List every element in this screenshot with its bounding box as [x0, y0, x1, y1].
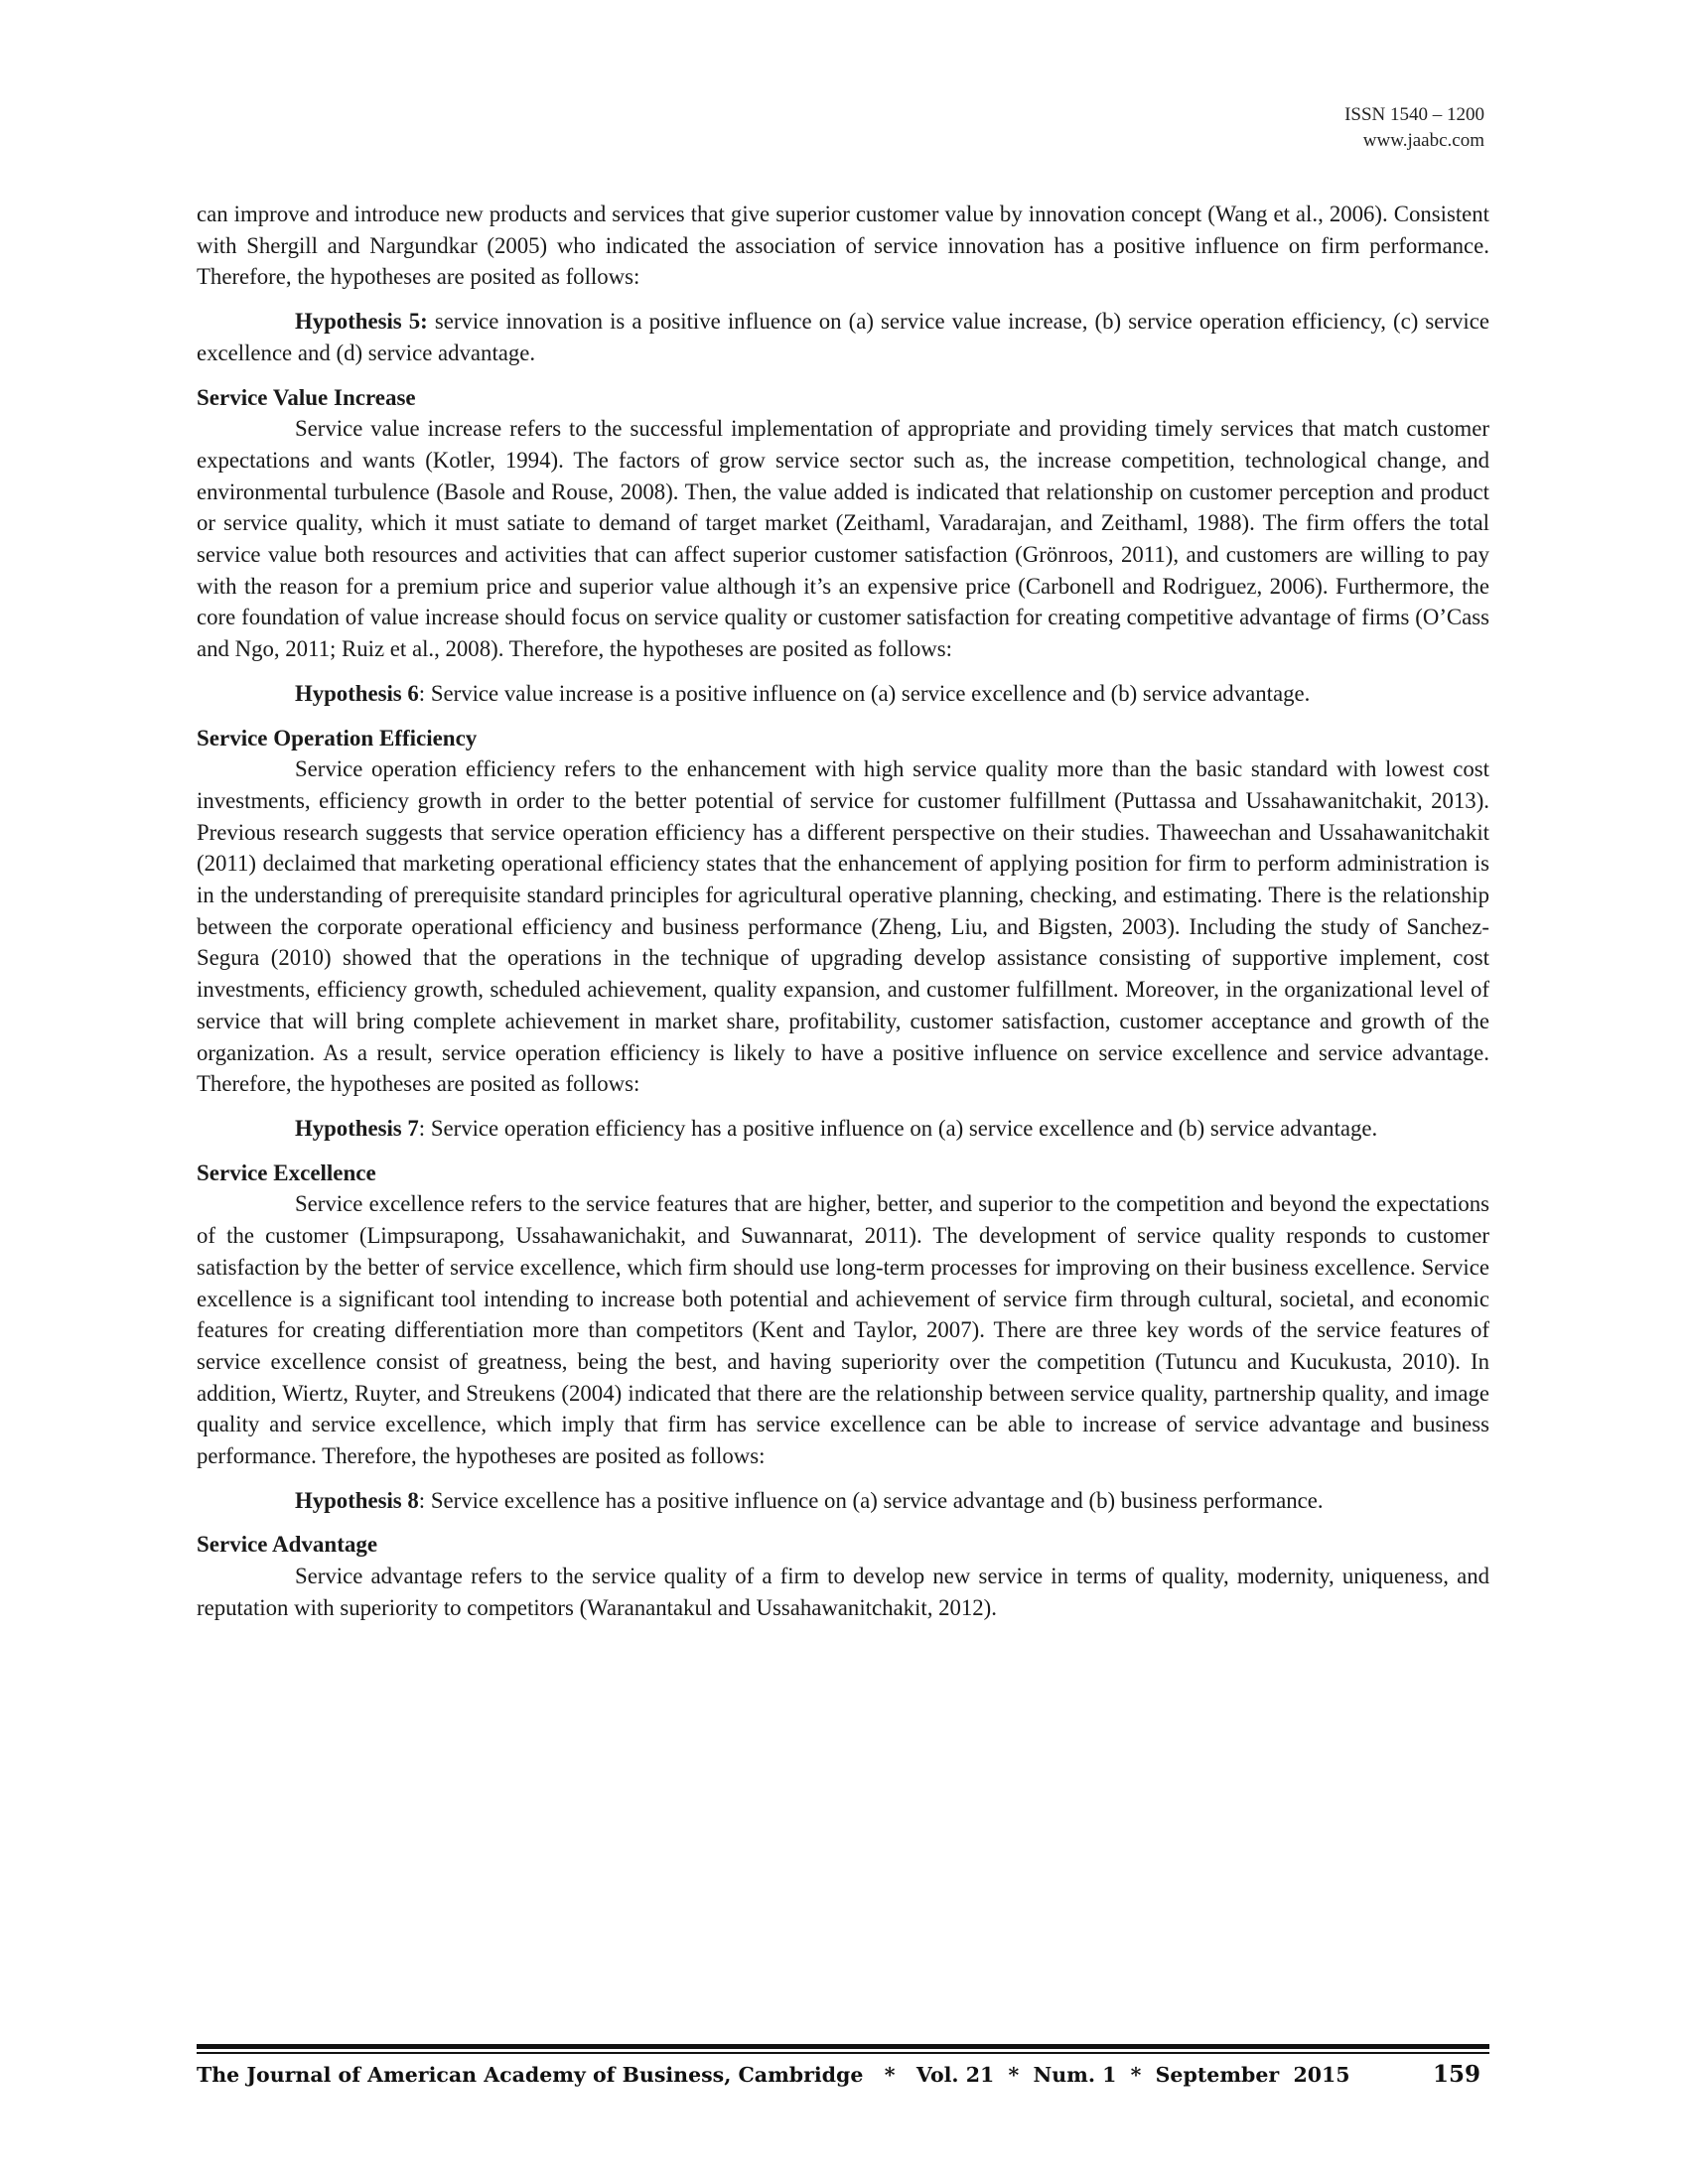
hypothesis-8-text: : Service excellence has a positive influence on (a) service advantage and (b) business performance. — [418, 1487, 1324, 1513]
service-advantage-paragraph: Service advantage refers to the service quality of a firm to develop new service in terms of quality, modernity, uniqueness, and reputation with superiority to competitors (Waranantakul and Ussahawanitchakit, 2012). — [197, 1564, 1489, 1620]
service-value-increase-paragraph: Service value increase refers to the successful implementation of appropriate and providing timely services that match customer expectations and wants (Kotler, 1994). The factors of grow service sector such as, the increase competition, technological change, and environmental turbulence (Basole and Rouse, 2008). Then, the value added is indicated that relationship on customer perception and product or service quality, which it must satiate to demand of target market (Zeithaml, Varadarajan, and Zeithaml, 1988). The firm offers the total service value both resources and activities that can affect superior customer satisfaction (Grönroos, 2011), and customers are willing to pay with the reason for a premium price and superior value although it’s an expensive price (Carbonell and Rodriguez, 2006). Furthermore, the core foundation of value increase should focus on service quality or customer satisfaction for creating competitive advantage of firms (O’Cass and Ngo, 2011; Ruiz et al., 2008). Therefore, the hypotheses are posited as follows: — [197, 416, 1489, 662]
hypothesis-5 — [197, 306, 1489, 368]
section-title-service-excellence: Service Excellence — [197, 1160, 376, 1185]
journal-citation: The Journal of American Academy of Business, Cambridge * Vol. 21 * Num. 1 * September 2015 — [197, 2063, 1350, 2087]
footer-rule-thick — [197, 2044, 1489, 2049]
hypothesis-6 — [197, 678, 1489, 710]
hypothesis-8-label: Hypothesis 8 — [295, 1487, 419, 1513]
hypothesis-7-text: : Service operation efficiency has a positive influence on (a) service excellence and (b) service advantage. — [418, 1115, 1378, 1141]
page-header — [1344, 102, 1484, 154]
hypothesis-5-label: Hypothesis 5: — [295, 309, 428, 335]
page-footer — [197, 2060, 1489, 2090]
issn: ISSN 1540 – 1200 — [1344, 104, 1484, 125]
hypothesis-8 — [197, 1485, 1489, 1517]
page-number: 159 — [1433, 2061, 1481, 2088]
article-body — [197, 199, 1489, 1624]
section-title-service-value-increase: Service Value Increase — [197, 384, 416, 410]
service-operation-efficiency-paragraph: Service operation efficiency refers to the enhancement with high service quality more than the basic standard with lowest cost investments, efficiency growth in order to the better potential of service for customer fulfillment (Puttassa and Ussahawanitchakit, 2013). Previous research suggests that service operation efficiency has a different perspective on their studies. Thaweechan and Ussahawanitchakit (2011) declaimed that marketing operational efficiency states that the enhancement of applying position for firm to perform administration is in the understanding of prerequisite standard principles for agricultural operative planning, checking, and estimating. There is the relationship between the corporate operational efficiency and business performance (Zheng, Liu, and Bigsten, 2003). Including the study of Sanchez-Segura (2010) showed that the operations in the technique of upgrading develop assistance consisting of supportive implement, cost investments, efficiency growth, scheduled achievement, quality expansion, and customer fulfillment. Moreover, in the organizational level of service that will bring complete achievement in market share, profitability, customer satisfaction, customer acceptance and growth of the organization. As a result, service operation efficiency is likely to have a positive influence on service excellence and service advantage. Therefore, the hypotheses are posited as follows: — [197, 756, 1489, 1097]
journal-website: www.jaabc.com — [1362, 130, 1484, 151]
intro-paragraph: can improve and introduce new products and services that give superior customer value by innovation concept (Wang et al., 2006). Consistent with Shergill and Nargundkar (2005) who indicated the association of service innovation has a positive influence on firm performance. Therefore, the hypotheses are posited as follows: — [197, 202, 1489, 290]
hypothesis-5-text: service innovation is a positive influence on (a) service value increase, (b) service operation efficiency, (c) service excellence and (d) service advantage. — [197, 309, 1489, 365]
hypothesis-7 — [197, 1113, 1489, 1145]
hypothesis-6-text: : Service value increase is a positive influence on (a) service excellence and (b) service advantage. — [418, 680, 1311, 706]
section-title-service-operation-efficiency: Service Operation Efficiency — [197, 725, 478, 751]
hypothesis-6-label: Hypothesis 6 — [295, 680, 419, 706]
hypothesis-7-label: Hypothesis 7 — [295, 1115, 419, 1141]
footer-rule-thin — [197, 2052, 1489, 2054]
service-excellence-paragraph: Service excellence refers to the service features that are higher, better, and superior to the competition and beyond the expectations of the customer (Limpsurapong, Ussahawanichakit, and Suwannarat, 2011). The development of service quality responds to customer satisfaction by the better of service excellence, which firm should use long-term processes for improving on their business excellence. Service excellence is a significant tool intending to increase both potential and achievement of service firm through cultural, societal, and economic features for creating differentiation more than competitors (Kent and Taylor, 2007). There are three key words of the service features of service excellence consist of greatness, being the best, and having superiority over the competition (Tutuncu and Kucukusta, 2010). In addition, Wiertz, Ruyter, and Streukens (2004) indicated that there are the relationship between service quality, partnership quality, and image quality and service excellence, which imply that firm has service excellence can be able to increase of service advantage and business performance. Therefore, the hypotheses are posited as follows: — [197, 1191, 1489, 1469]
section-title-service-advantage: Service Advantage — [197, 1532, 378, 1558]
